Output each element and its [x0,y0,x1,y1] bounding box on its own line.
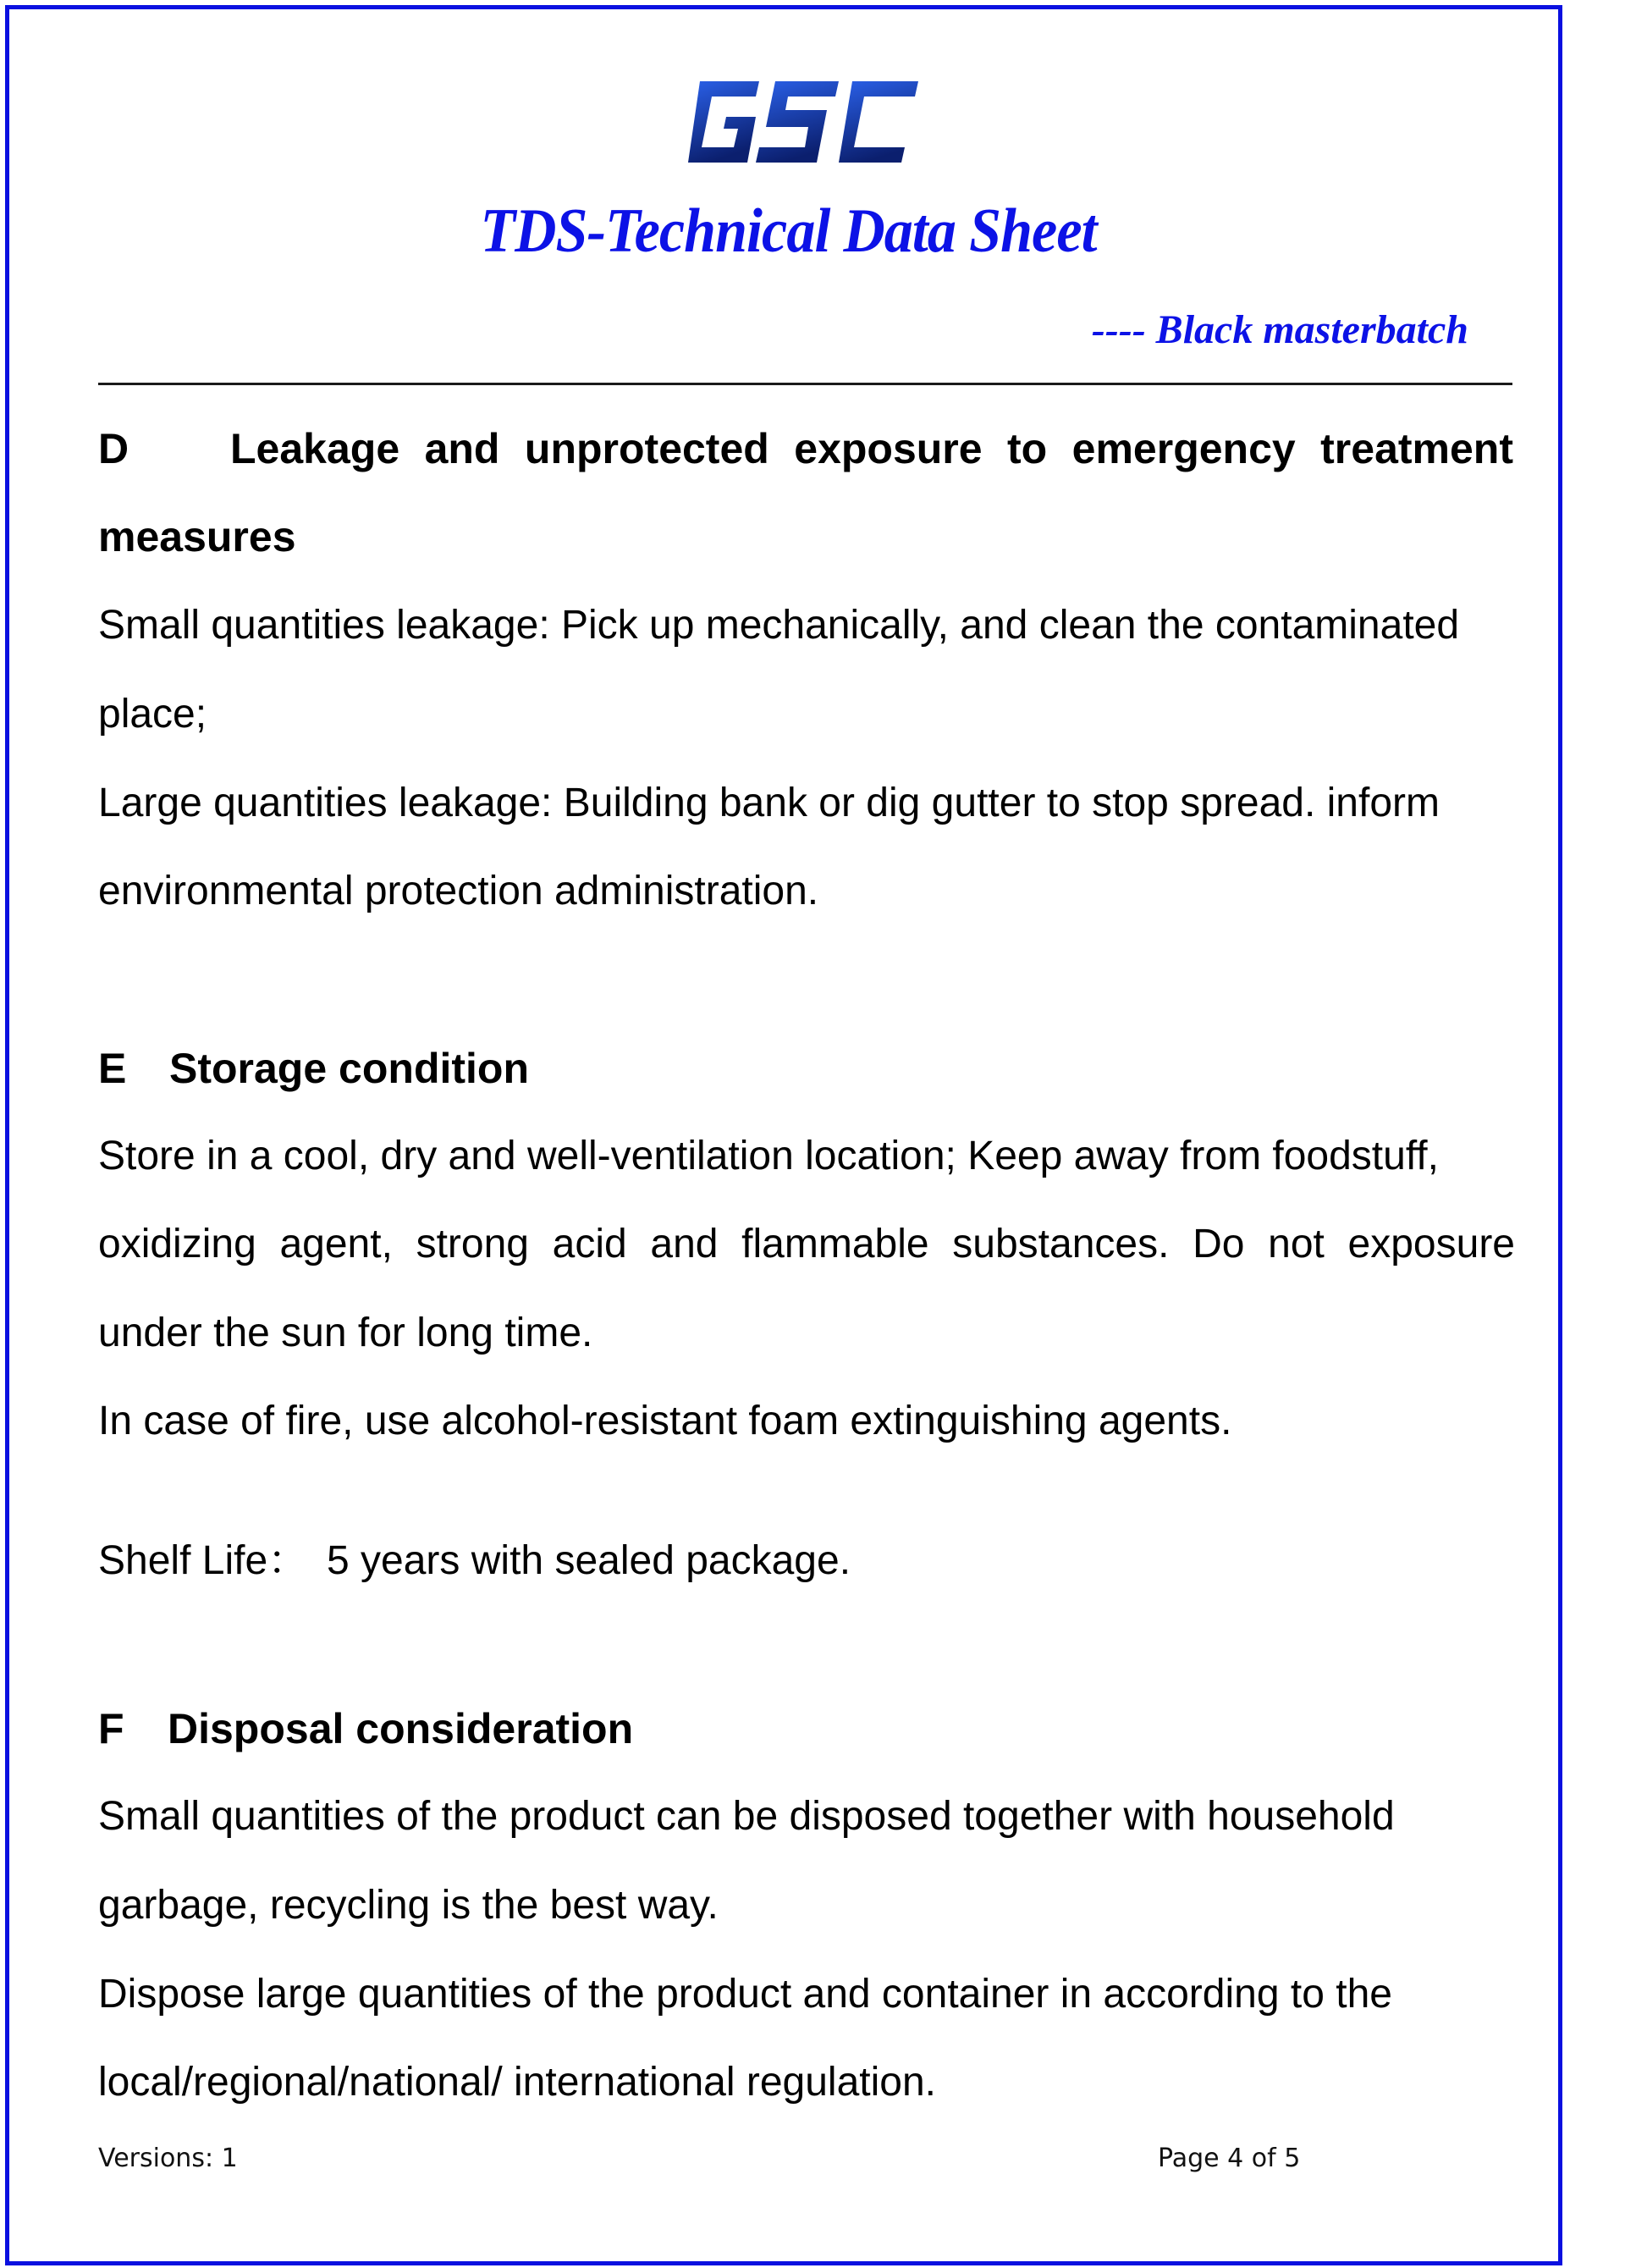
section-e-letter: E [98,1045,127,1092]
section-f-letter: F [98,1705,124,1752]
section-e-line: Store in a cool, dry and well-ventilation location; Keep away from foodstuff, [98,1134,1439,1178]
section-f-line: Dispose large quantities of the product and container in according to the [98,1972,1392,2017]
section-e-heading-text: Storage condition [169,1045,529,1092]
document-title: TDS-Technical Data Sheet [480,196,1097,266]
section-f-heading [98,1703,1515,1754]
footer-page-number: Page 4 of 5 [1158,2144,1301,2173]
section-e-line: oxidizing agent, strong acid and flammable substances. Do not exposure [98,1222,1515,1266]
section-d-heading-cont: measures [98,513,296,560]
section-d-heading [98,423,1515,474]
section-e-line: In case of fire, use alcohol-resistant foam extinguishing agents. [98,1399,1232,1443]
section-d-line: environmental protection administration. [98,869,819,913]
section-d-line: Large quantities leakage: Building bank or dig gutter to stop spread. inform [98,781,1440,825]
section-e-heading [98,1043,1515,1094]
section-d-heading-text: Leakage and unprotected exposure to emergency treatment [230,425,1513,472]
section-f-line: Small quantities of the product can be disposed together with household [98,1794,1395,1839]
header-divider [98,383,1512,385]
section-f-line: local/regional/national/ international regulation. [98,2060,936,2105]
section-f-heading-text: Disposal consideration [168,1705,634,1752]
gsc-logo-icon [681,78,920,166]
section-d-letter: D [98,425,129,472]
section-d-line: place; [98,692,207,737]
shelf-life-value: 5 years with sealed package. [327,1538,851,1583]
shelf-life-label: Shelf Life： [98,1538,309,1583]
gsc-logo [681,78,920,166]
footer-version: Versions: 1 [98,2144,238,2173]
section-f-line: garbage, recycling is the best way. [98,1883,719,1928]
section-d-line: Small quantities leakage: Pick up mechanically, and clean the contaminated [98,603,1460,648]
document-subtitle: ---- Black masterbatch [1091,307,1468,352]
shelf-life [98,1536,1515,1586]
section-e-line: under the sun for long time. [98,1311,593,1355]
